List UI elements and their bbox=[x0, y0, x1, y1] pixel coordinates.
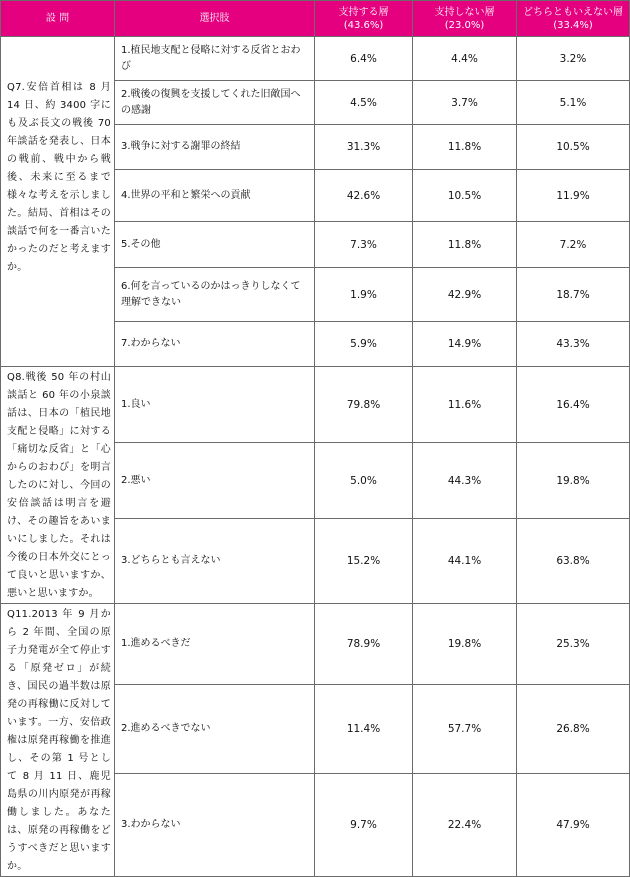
option-cell: 7.わからない bbox=[115, 322, 315, 367]
support-value: 9.7% bbox=[315, 773, 413, 876]
neither-value: 10.5% bbox=[517, 125, 630, 170]
nonsupport-value: 11.8% bbox=[413, 125, 517, 170]
nonsupport-value: 10.5% bbox=[413, 170, 517, 222]
nonsupport-value: 11.6% bbox=[413, 367, 517, 443]
question-q11-text: Q11.2013 年 9 月から 2 年間、全国の原子力発電が全て停止する「原発ゼロ」が続き、国民の過半数は原発の再稼働に反対しています。一方、安倍政権は原発再稼働を推進し、その第 1 号として 8 月 11 日、鹿児島県の川内原発が再稼働しました。あなたは、原発の再稼働をどうすべきだと思いますか。 bbox=[7, 609, 111, 872]
neither-value: 16.4% bbox=[517, 367, 630, 443]
question-q7-text: Q7.安倍首相は 8 月 14 日、約 3400 字にも及ぶ長文の戦後 70 年談話を発表し、日本の戦前、戦中から戦後、未来に至るまで様々な考えを示しました。結局、首相はその談話で何を一番言いたかったのだと考えますか。 bbox=[7, 82, 111, 273]
header-row bbox=[1, 1, 630, 37]
neither-value: 5.1% bbox=[517, 81, 630, 125]
support-value: 15.2% bbox=[315, 519, 413, 604]
nonsupport-value: 57.7% bbox=[413, 685, 517, 773]
nonsupport-value: 42.9% bbox=[413, 268, 517, 322]
header-support-label: 支持する層 bbox=[338, 6, 389, 18]
nonsupport-value: 44.3% bbox=[413, 443, 517, 519]
header-support-pct: (43.6%) bbox=[343, 19, 384, 31]
option-cell: 2.悪い bbox=[115, 443, 315, 519]
option-cell: 1.植民地支配と侵略に対する反省とおわび bbox=[115, 37, 315, 81]
option-cell: 3.わからない bbox=[115, 773, 315, 876]
nonsupport-value: 22.4% bbox=[413, 773, 517, 876]
option-cell: 6.何を言っているのかはっきりしなくて理解できない bbox=[115, 268, 315, 322]
question-q11 bbox=[1, 604, 115, 877]
question-q8 bbox=[1, 367, 115, 604]
option-cell: 3.どちらとも言えない bbox=[115, 519, 315, 604]
support-value: 7.3% bbox=[315, 222, 413, 268]
option-cell: 2.進めるべきでない bbox=[115, 685, 315, 773]
support-value: 6.4% bbox=[315, 37, 413, 81]
support-value: 5.0% bbox=[315, 443, 413, 519]
header-options: 選択肢 bbox=[115, 1, 315, 37]
header-nonsupport-pct: (23.0%) bbox=[444, 19, 485, 31]
header-neither bbox=[517, 1, 630, 37]
option-cell: 1.進めるべきだ bbox=[115, 604, 315, 685]
header-nonsupport-label: 支持しない層 bbox=[434, 6, 495, 18]
support-value: 1.9% bbox=[315, 268, 413, 322]
nonsupport-value: 11.8% bbox=[413, 222, 517, 268]
neither-value: 11.9% bbox=[517, 170, 630, 222]
neither-value: 7.2% bbox=[517, 222, 630, 268]
header-support bbox=[315, 1, 413, 37]
support-value: 42.6% bbox=[315, 170, 413, 222]
option-cell: 2.戦後の復興を支援してくれた旧敵国への感謝 bbox=[115, 81, 315, 125]
neither-value: 47.9% bbox=[517, 773, 630, 876]
header-neither-label: どちらともいえない層 bbox=[523, 6, 623, 18]
nonsupport-value: 19.8% bbox=[413, 604, 517, 685]
neither-value: 18.7% bbox=[517, 268, 630, 322]
support-value: 5.9% bbox=[315, 322, 413, 367]
option-cell: 1.良い bbox=[115, 367, 315, 443]
header-nonsupport bbox=[413, 1, 517, 37]
support-value: 79.8% bbox=[315, 367, 413, 443]
table-row bbox=[1, 604, 630, 685]
nonsupport-value: 44.1% bbox=[413, 519, 517, 604]
support-value: 31.3% bbox=[315, 125, 413, 170]
support-value: 78.9% bbox=[315, 604, 413, 685]
option-cell: 5.その他 bbox=[115, 222, 315, 268]
neither-value: 19.8% bbox=[517, 443, 630, 519]
neither-value: 3.2% bbox=[517, 37, 630, 81]
header-question: 設 問 bbox=[1, 1, 115, 37]
neither-value: 63.8% bbox=[517, 519, 630, 604]
neither-value: 25.3% bbox=[517, 604, 630, 685]
table-row bbox=[1, 37, 630, 81]
question-q7 bbox=[1, 37, 115, 367]
neither-value: 43.3% bbox=[517, 322, 630, 367]
table-row bbox=[1, 367, 630, 443]
nonsupport-value: 4.4% bbox=[413, 37, 517, 81]
nonsupport-value: 3.7% bbox=[413, 81, 517, 125]
question-q8-text: Q8.戦後 50 年の村山談話と 60 年の小泉談話は、日本の「植民地支配と侵略」に対する「痛切な反省」と「心からのおわび」を明言したのに対し、今回の安倍談話は明言を避け、その趣旨をあいまいにしました。それは今後の日本外交にとって良いと思いますか、悪いと思いますか。 bbox=[7, 372, 111, 599]
support-value: 4.5% bbox=[315, 81, 413, 125]
option-cell: 3.戦争に対する謝罪の終結 bbox=[115, 125, 315, 170]
header-neither-pct: (33.4%) bbox=[553, 19, 593, 31]
nonsupport-value: 14.9% bbox=[413, 322, 517, 367]
neither-value: 26.8% bbox=[517, 685, 630, 773]
option-cell: 4.世界の平和と繁栄への貢献 bbox=[115, 170, 315, 222]
support-value: 11.4% bbox=[315, 685, 413, 773]
